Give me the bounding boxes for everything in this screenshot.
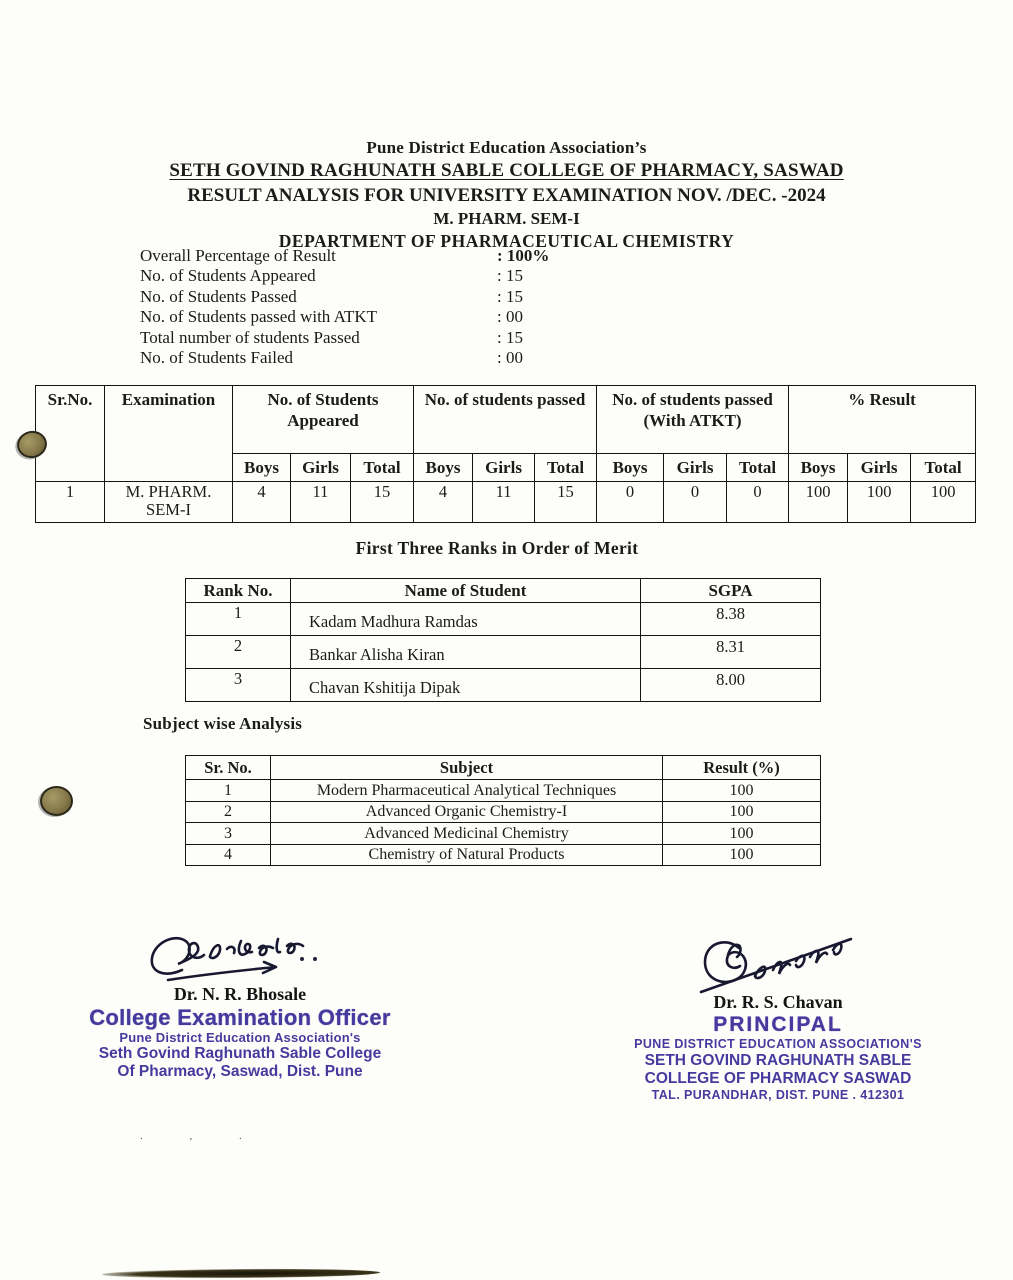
cell-passed-girls: 11 [473, 482, 535, 523]
subcol-total: Total [351, 454, 414, 482]
principal-name: Dr. R. S. Chavan [713, 992, 843, 1012]
cell-percent-girls: 100 [848, 482, 911, 523]
stat-label: No. of Students passed with ATKT [140, 307, 378, 327]
col-group-atkt: No. of students passed (With ATKT) [597, 386, 789, 454]
stamp-college-line: Seth Govind Raghunath Sable College [98, 1045, 382, 1062]
cell-rank: 3 [186, 669, 291, 702]
subjects-table [185, 755, 821, 866]
stat-label: No. of Students Appeared [140, 266, 316, 286]
col-header-sgpa: SGPA [641, 579, 821, 603]
ranks-heading: First Three Ranks in Order of Merit [355, 538, 639, 558]
stat-label: Overall Percentage of Result [140, 246, 336, 265]
stamp-association-line: Pune District Education Association's [119, 1030, 361, 1045]
summary-stats [140, 246, 740, 368]
subcol-boys: Boys [789, 454, 848, 482]
scan-speck: . , . [140, 1130, 264, 1142]
stat-value: : 00 [497, 307, 523, 327]
cell-srno: 3 [186, 823, 271, 845]
cell-result: 100 [663, 801, 821, 823]
cell-passed-boys: 4 [414, 482, 473, 523]
cell-appeared-total: 15 [351, 482, 414, 523]
stat-label: No. of Students Passed [140, 286, 297, 306]
exam-officer-name: Dr. N. R. Bhosale [173, 984, 307, 1004]
stat-value: : 15 [497, 286, 523, 306]
cell-atkt-girls: 0 [664, 482, 727, 523]
cell-subject: Modern Pharmaceutical Analytical Techniques [271, 780, 663, 802]
subcol-girls: Girls [473, 454, 535, 482]
stamp-college-line2: COLLEGE OF PHARMACY SASWAD [644, 1070, 912, 1087]
subcol-total: Total [535, 454, 597, 482]
stamp-address-line: Of Pharmacy, Saswad, Dist. Pune [117, 1063, 363, 1080]
cell-rank: 1 [186, 603, 291, 636]
cell-subject: Advanced Medicinal Chemistry [271, 823, 663, 845]
association-name: Pune District Education Association’s [366, 138, 647, 157]
exam-line1: M. PHARM. [125, 482, 212, 501]
cell-appeared-boys: 4 [233, 482, 291, 523]
stat-value: : 15 [497, 327, 523, 347]
col-header-srno: Sr. No. [186, 756, 271, 780]
stamp-college-line1: SETH GOVIND RAGHUNATH SABLE [644, 1052, 912, 1069]
stamp-association-line: PUNE DISTRICT EDUCATION ASSOCIATION'S [634, 1037, 922, 1051]
stamp-exam-officer-title: College Examination Officer [89, 1005, 391, 1030]
subcol-girls: Girls [291, 454, 351, 482]
stat-value: : 00 [497, 347, 523, 367]
ink-marks [300, 948, 330, 966]
stat-value: : 15 [497, 266, 523, 286]
cell-srno: 4 [186, 844, 271, 866]
cell-sgpa: 8.31 [641, 636, 821, 669]
subjects-heading: Subject wise Analysis [143, 714, 303, 733]
subcol-girls: Girls [848, 454, 911, 482]
subcol-total: Total [911, 454, 976, 482]
cell-rank: 2 [186, 636, 291, 669]
department-name: DEPARTMENT OF PHARMACEUTICAL CHEMISTRY [278, 231, 735, 251]
cell-subject: Chemistry of Natural Products [271, 844, 663, 866]
course-name: M. PHARM. SEM-I [433, 209, 580, 228]
cell-sgpa: 8.38 [641, 603, 821, 636]
stamp-principal-title: PRINCIPAL [713, 1013, 843, 1036]
cell-result: 100 [663, 780, 821, 802]
col-group-percent-result: % Result [789, 386, 976, 454]
cell-srno: 1 [186, 780, 271, 802]
document-header [0, 138, 1013, 252]
stat-passed-atkt [140, 307, 740, 327]
stamp-address-line: TAL. PURANDHAR, DIST. PUNE . 412301 [651, 1088, 905, 1102]
col-header-student-name: Name of Student [291, 579, 641, 603]
col-header-rank-no: Rank No. [186, 579, 291, 603]
col-header-examination: Examination [105, 386, 233, 482]
cell-student-name: Kadam Madhura Ramdas [291, 603, 641, 636]
result-analysis-table [35, 385, 976, 523]
cell-result: 100 [663, 844, 821, 866]
signature-block-principal [608, 932, 948, 1103]
ranks-table [185, 578, 821, 702]
cell-student-name: Bankar Alisha Kiran [291, 636, 641, 669]
cell-student-name: Chavan Kshitija Dipak [291, 669, 641, 702]
subcol-boys: Boys [597, 454, 664, 482]
stat-value: : 100% [497, 246, 550, 265]
stat-overall-percentage [140, 246, 740, 266]
binder-fastener [40, 786, 73, 816]
cell-appeared-girls: 11 [291, 482, 351, 523]
table-row [186, 669, 821, 702]
stat-total-passed [140, 328, 740, 348]
table-row [186, 801, 821, 823]
cell-srno: 1 [36, 482, 105, 523]
cell-percent-boys: 100 [789, 482, 848, 523]
subcol-total: Total [727, 454, 789, 482]
stat-students-failed [140, 348, 740, 368]
col-header-result: Result (%) [663, 756, 821, 780]
stat-label: Total number of students Passed [140, 327, 360, 347]
college-name: SETH GOVIND RAGHUNATH SABLE COLLEGE OF PHARMACY, SASWAD [169, 160, 844, 181]
cell-result: 100 [663, 823, 821, 845]
table-row [186, 603, 821, 636]
exam-line2: SEM-I [146, 500, 191, 519]
cell-passed-total: 15 [535, 482, 597, 523]
subcol-boys: Boys [233, 454, 291, 482]
cell-sgpa: 8.00 [641, 669, 821, 702]
stat-students-appeared [140, 266, 740, 286]
table-row [186, 780, 821, 802]
subcol-boys: Boys [414, 454, 473, 482]
chavan-signature-icon [683, 932, 873, 996]
cell-srno: 2 [186, 801, 271, 823]
cell-subject: Advanced Organic Chemistry-I [271, 801, 663, 823]
signature-block-exam-officer [80, 928, 400, 1081]
cell-examination [105, 482, 233, 523]
document-title: RESULT ANALYSIS FOR UNIVERSITY EXAMINATION NOV. /DEC. -2024 [187, 185, 826, 206]
stat-label: No. of Students Failed [140, 347, 293, 367]
table-row [186, 636, 821, 669]
col-header-srno: Sr.No. [36, 386, 105, 482]
table-row [186, 844, 821, 866]
table-row [36, 482, 976, 523]
subcol-girls: Girls [664, 454, 727, 482]
scan-edge-artifact [102, 1268, 380, 1279]
table-row [186, 823, 821, 845]
cell-percent-total: 100 [911, 482, 976, 523]
stat-students-passed [140, 287, 740, 307]
cell-atkt-boys: 0 [597, 482, 664, 523]
col-header-subject: Subject [271, 756, 663, 780]
cell-atkt-total: 0 [727, 482, 789, 523]
col-group-passed: No. of students passed [414, 386, 597, 454]
col-group-appeared: No. of Students Appeared [233, 386, 414, 454]
